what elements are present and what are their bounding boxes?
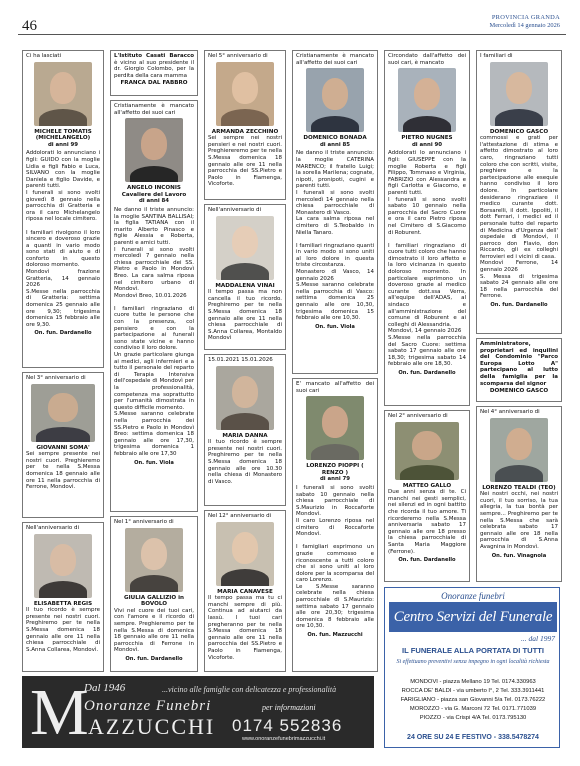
obituary-label: Nell'anniversario di [208, 207, 261, 213]
funeral-home-signature: On. fun. Viola [315, 323, 355, 330]
ad-website: www.onoranzefunebrimazzucchi.it [242, 736, 326, 742]
page-number: 46 [22, 18, 37, 34]
deceased-name: LORENZO PIOPPI ( RENZO ) [306, 463, 364, 476]
deceased-name: MARIA DANNA [222, 432, 268, 439]
portrait-photo [34, 534, 92, 598]
obituary-label: Nel 5° anniversario di [208, 53, 268, 59]
deceased-age: di anni 99 [47, 141, 79, 148]
obituary-label: Nel 4° anniversario di [480, 409, 540, 415]
advertisement-mazzucchi [22, 676, 374, 748]
portrait-photo [125, 118, 183, 182]
ad-brand-name: Centro Servizi del Funerale [389, 602, 557, 632]
portrait-photo [490, 62, 548, 126]
condolence-parco-europa [476, 338, 562, 402]
obituary-label: 15.01.2021 15.01.2026 [208, 357, 273, 363]
obituary-angelo-inconis [110, 100, 198, 512]
ad-slogan: IL FUNERALE ALLA PORTATA DI TUTTI [401, 646, 544, 655]
portrait-photo [34, 62, 92, 126]
obituary-text: Due anni senza di te. Ci manchi nei gesti semplici, nei silenzi ed in ogni battito che ricorda il tuo amore. Ti ricorderemo nella S.Messa anniversaria sabato 17 gennaio alle ore 18 presso la chiesa parrocchiale di Santa Maria Maggiore (Ferrone). [388, 489, 466, 555]
obituary-text: commossi e grati per l'attestazione di stima e affetto dimostrato al loro caro, ringraziano tutti coloro che con scritti, visite, preghiere e la partecipazione alle esequie hanno condiviso il loro dolore. In particolare desiderano ringraziare il medico curante dott. Borsarelli, il dott. Ippoliti, il dott Ferrari, i medici ed il personale tutto del reparto di Medicina d'Urgenza dell' ospedale di Mondovì, il parroco don Flavio, don Riccardo, gli ex colleghi ferrovieri ed i vicini di casa. Mondovì Ferrone, 14 gennaio 2026 S. Messa di trigesima sabato 24 gennaio alle ore 18 nella parrocchia del Ferrone. [480, 135, 558, 300]
portrait-photo [216, 366, 274, 430]
obituary-text: Il tuo ricordo è sempre presente nei nostri cuori. Preghiremo per te nella S.Messa domenica 18 gennaio alle ore 10.30 nella chiesa di Monastero di Vasco. [208, 439, 282, 485]
portrait-photo [306, 396, 364, 460]
ad-subtext: Si effettuano preventivi senza impegno in ogni località richiesta [396, 659, 550, 665]
obituary-pietro-nugnes [384, 50, 470, 406]
deceased-name: LORENZO TEALDI (TEO) [482, 484, 556, 491]
obituary-label: Nell'anniversario di [26, 525, 79, 531]
header-rule [18, 34, 566, 35]
obituary-label: Nel 3° anniversario di [26, 375, 86, 381]
ad-brand-name: AZZUCCHI [88, 714, 216, 739]
deceased-age: di anni 90 [411, 141, 443, 148]
anniversary-maria-canavese [204, 510, 286, 672]
funeral-home-signature: On. fun. Dardanello [490, 302, 548, 309]
obituary-label: E' mancato all'affetto dei suoi cari [296, 381, 374, 394]
portrait-photo [490, 418, 548, 482]
obituary-text: è vicino al suo presidente il dr. Giorgio Colombo, per la perdita della cara mamma [114, 59, 194, 79]
page-header [0, 0, 580, 36]
funeral-home-signature: On. fun. Dardanello [398, 557, 456, 564]
deceased-name: DOMENICO BONADA [303, 135, 367, 142]
office-entry: MOROZZO - via G. Marconi 72 Tel. 0171.771039 [409, 706, 537, 712]
deceased-age: di anni 79 [319, 476, 351, 483]
deceased-name: GIOVANNI SOMA' [36, 444, 90, 451]
portrait-photo [216, 216, 274, 280]
obituary-label: Nel 1° anniversario di [114, 519, 174, 525]
obituary-michele-tomatis [22, 50, 104, 368]
ad-tagline: ...vicino alle famiglie con delicatezza e professionalità [162, 685, 337, 694]
deceased-age: di anni 85 [319, 141, 351, 148]
funeral-home-signature: On. fun. Vinagnola [491, 552, 547, 559]
portrait-photo [216, 522, 274, 586]
ad-since: ... dal 1997 [521, 634, 555, 643]
obituary-text: Addolorati lo annunciano i figli: GUIDO con la moglie Lidia e figli Fabio e Luca, SILVANO con la moglie Daniela e figlio Davide, e parenti tutti. I funerali si sono svolti giovedì 8 gennaio nella parrocchia di Gratteria e ora il caro Michelangelo riposa nel locale cimitero. I familiari rivolgono il loro sincero e doveroso grazie a quanti in vario modo sono stati di aiuto e di conforto in questo doloroso momento. Mondovì frazione Gratteria, 14 gennaio 2026 S.Messe nella parrocchia di Gratteria: settima domenica 25 gennaio alle ore 9,30; trigesima domenica 15 febbraio alle ore 9,30. [26, 150, 100, 328]
obituary-label: I familiari di [480, 53, 513, 59]
anniversary-giulia-gallizio [110, 516, 198, 672]
obituary-text: Addolorati lo annunciano i figli: GIUSEPPE con la moglie Roberta e figli Filippo, Tommaso e Virginia, FABRIZIO con Alessandra e figli Carlotta e Giacomo, e parenti tutti. I funerali si sono svolti sabato 10 gennaio nella parrocchia del Sacro Cuore e ora il caro Pietro riposa nel Cimitero di S.Giacomo di Roburent. I familiari ringraziano di cuore tutti coloro che hanno dimostrato il loro affetto e la loro vicinanza in questo doloroso momento. In particolare esprimono un doveroso grazie al medico curante dott.ssa Verra, all'equipe dell'ADAS, al sindaco e all'amministrazione del comune di Roburent e ai colleghi di Alessandria. Mondovì, 14 gennaio 2026 S.Messe nella parrocchia del Sacro Cuore: settima sabato 17 gennaio alle ore 18,30; trigesima sabato 14 febbraio alle ore 18,30. [388, 150, 466, 368]
obituary-text: Il tuo ricordo è sempre presente nei nostri cuori. Preghiremo per te nella S.Messa domenica 18 gennaio alle ore 11 nella chiesa parrocchiale di S.Anna Collarea, Mondovì. [26, 607, 100, 653]
anniversary-maria-danna [204, 354, 286, 506]
portrait-photo [398, 68, 456, 132]
funeral-home-signature: On. fun. Dardanello [398, 369, 456, 376]
portrait-photo [125, 528, 183, 592]
deceased-name: DOMENICO GASCO [489, 128, 549, 135]
obituary-label: Nel 12° anniversario di [208, 513, 272, 519]
obituary-text: Sei sempre nei nostri pensieri e nei nostri cuori. Preghiereremo per te nella S.Messa domenica 18 gennaio alle ore 11 nella parrocchia dei SS.Pietro e Paolo in Fiamenga, Vicoforte. [208, 135, 282, 188]
office-entry: ROCCA DE' BALDI - via umberto I°, 2 Tel. 333.3911441 [401, 688, 545, 694]
newspaper-name: PROVINCIA GRANDA [491, 14, 560, 21]
ad-footer-phone: 24 ORE SU 24 E FESTIVO - 338.5478274 [407, 734, 539, 741]
logo-initial: M [30, 676, 89, 748]
office-entry: PIOZZO - via Crispi 4/A Tel. 0173.795130 [419, 715, 527, 721]
publication-info [490, 14, 560, 30]
obituary-text: Nei nostri occhi, nei nostri cuori, il tuo sorriso, la tua allegria, la tua bontà per sempre... Preghiremo per te nella S.Messa che sarà celebrata sabato 17 gennaio alle ore 18 nella parrocchia di S.Anna Avagnina in Mondovì. [480, 491, 558, 550]
ad-heading: Onoranze funebri [441, 591, 505, 601]
obituary-text: Il tempo passa ma tu ci manchi sempre di più. Continua ad aiutarci da lassù. I tuoi cari pregheranno per te nella S.Messa domenica 18 gennaio alle ore 11 nella parrocchia dei SS.Pietro e Paolo in Fiamenga, Vicoforte. [208, 595, 282, 661]
obituary-label: Cristianamente è mancato all'affetto dei suoi cari [114, 103, 194, 116]
ad-since: Dal 1946 [84, 682, 126, 694]
ad-subtitle: Onoranze Funebri [84, 698, 212, 714]
ad-info-label: per informazioni [262, 703, 316, 712]
office-entry: FARIGLIANO - piazza san Giovanni 5/a Tel. 0173.76222 [400, 697, 546, 703]
obituary-text: Ne danno il triste annuncio: la moglie CATERINA MARENCO; il fratello Luigi; la sorella Marilena; cognate, nipoti, pronipoti, cugini e parenti tutti. I funerali si sono svolti mercoledì 14 gennaio nella chiesa parrocchiale di Monastero di Vasco. La cara salma riposa nel cimitero di S.Teobaldo in Niella Tanaro. I familiari ringraziano quanti in vario modo si sono uniti al loro dolore in questa triste circostanza. Monastero di Vasco, 14 gennaio 2026 S.Messe saranno celebrate nella parrocchia di Vasco: settima domenica 25 gennaio alle ore 10,30, trigesima domenica 15 febbraio alle ore 10,30. [296, 150, 374, 322]
portrait-photo [306, 68, 364, 132]
anniversary-matteo-gallo [384, 410, 470, 582]
deceased-name: GIULIA GALLIZIO in BOVOLO [123, 594, 184, 608]
issue-date: Mercoledì 14 gennaio 2026 [489, 22, 560, 29]
portrait-photo [395, 422, 459, 480]
obituary-label: Ci ha lasciati [26, 53, 62, 59]
anniversary-giovanni-soma [22, 372, 104, 518]
anniversary-maddalena-vinai [204, 204, 286, 350]
deceased-name: MARIA CANAVESE [217, 588, 273, 595]
advertisement-centro-servizi [384, 587, 560, 748]
obituary-label: Cristianamente è mancato all'affetto dei suoi cari [296, 53, 374, 66]
deceased-name: DOMENICO GASCO [489, 388, 549, 395]
deceased-name: ANGELO INCONIS Cavaliere del Lavoro [121, 185, 187, 198]
thanks-domenico-gasco [476, 50, 562, 334]
obituary-text: Ne danno il triste annuncio: la moglie SANTINA BALLISAI; la figlia TATIANA con il marito Alberto Pinasco e figlie Alessia e Roberta, parenti e amici tutti. I funerali si sono svolti mercoledì 7 gennaio nella chiesa parrocchiale dei SS. Pietro e Paolo in Mondovì Breo. La cara salma riposa nel cimitero urbano di Mondovì. Mondovì Breo, 10.01.2026 I familiari ringraziano di cuore tutte le persone che con la presenza, col pensiero e con la partecipazione ai funerali sono state vicine e hanno condiviso il loro dolore. Un grazie particolare giunga ai medici, agli infermieri e a tutto il personale del reparto di Terapia Intensiva dell'ospedale di Mondovì per la professionalità, competenza ma soprattutto per l'umanità dimostrata in questo difficile momento. S.Messe saranno celebrate nella parrocchia dei SS.Pietro e Paolo in Mondovì Breo: settima domenica 18 gennaio alle ore 17,30, trigesima domenica 1 febbraio alle ore 17,30 [114, 206, 194, 457]
anniversary-lorenzo-tealdi [476, 406, 562, 582]
deceased-name: MADDALENA VINAI [215, 282, 275, 289]
funeral-home-signature: On. fun. Viola [134, 459, 174, 466]
ad-phone: 0174 552836 [232, 716, 343, 735]
office-list [385, 678, 560, 723]
deceased-name: ARMANDA ZECCHINO [211, 128, 279, 135]
obituary-label: Circondato dall'affetto dei suoi cari, è mancato [388, 53, 466, 66]
anniversary-armanda-zecchino [204, 50, 286, 200]
sender-name: L'Istituto Casati Baracco [114, 53, 194, 59]
deceased-name: PIETRO NUGNES [401, 135, 453, 142]
obituary-text: Sei sempre presente nei nostri cuori. Preghieremo per te nella S.Messa domenica 18 gennaio alle ore 11 nella parrocchia di Ferrone, Mondovì. [26, 451, 100, 491]
funeral-home-signature: On. fun. Dardanello [125, 655, 183, 662]
obituary-domenico-bonada [292, 50, 378, 374]
obituary-text: Amministratore, proprietari ed inquilini del Condominio "Parco Europa Lotto A" partecipano al lutto della famiglia per la scomparsa del signor [480, 341, 558, 387]
funeral-home-signature: On. fun. Dardanello [34, 330, 92, 337]
obituary-text: Il tempo passa ma non cancella il tuo ricordo. Preghiremo per te nella S.Messa domenica 18 gennaio alle ore 11 nella chiesa parrocchiale di S.Anna Collarea, Montaldo Mondovì [208, 289, 282, 342]
portrait-photo [216, 62, 274, 126]
condolence-casati-baracco [110, 50, 198, 96]
obituary-label: Nel 2° anniversario di [388, 413, 448, 419]
obituary-text: I funerali si sono svolti sabato 10 gennaio nella chiesa parrocchiale di S.Maurizio in Roccaforte Mondovì. Il caro Lorenzo riposa nel cimitero di Roccaforte Mondovì. I famigliari esprimono un grazie commosso e riconoscente a tutti coloro che si sono uniti al loro dolore per la scomparsa del caro Lorenzo. Le S.Messe saranno celebrate nella chiesa parrocchiale di S.Maurizio: settima sabato 17 gennaio alle ore 20,30; trigesima domenica 8 febbraio alle ore 10,30. [296, 484, 374, 630]
obituary-text: Vivi nel cuore dei tuoi cari, con l'amore e il ricordo di sempre. Preghieremo per te nella S.Messa di domenica 18 gennaio alle ore 11 nella parrocchia di Ferrone in Mondovì. [114, 607, 194, 654]
deceased-name: ELISABETTA REGIS [33, 600, 93, 607]
deceased-age: di anni 84 [138, 198, 170, 205]
funeral-home-signature: On. fun. Mazzucchi [307, 632, 363, 639]
anniversary-elisabetta-regis [22, 522, 104, 672]
office-entry: MONDOVI - piazza Mellano 19 Tel. 0174.330963 [410, 679, 536, 685]
obituary-lorenzo-pioppi [292, 378, 378, 672]
deceased-name: FRANCA DAL FABBRO [120, 80, 188, 87]
portrait-photo [31, 384, 95, 442]
deceased-name: MICHELE TOMATIS (MICHELANGELO) [34, 128, 92, 142]
deceased-name: MATTEO GALLO [402, 482, 452, 489]
